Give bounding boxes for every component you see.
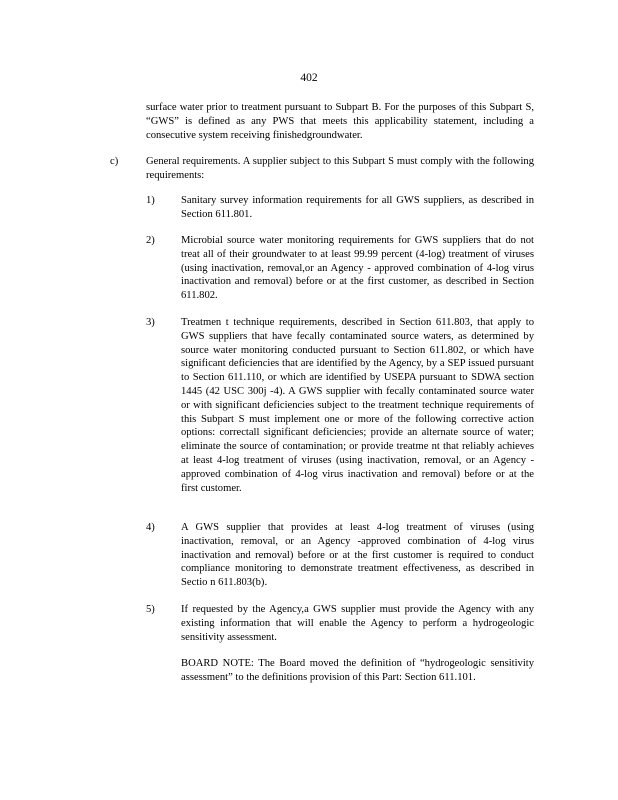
intro-paragraph: surface water prior to treatment pursuant to Subpart B. For the purposes of this Subpart S, “GWS” is defined as any PWS that meets this applicability statement, including a consecutive system receiving finishedgroundwater. xyxy=(146,102,534,141)
board-note: BOARD NOTE: The Board moved the definition of “hydrogeologic sensitivity assessment” to the definitions provision of this Part: Section 611.101. xyxy=(181,658,534,683)
item-3-text: Treatmen t technique requirements, described in Section 611.803, that apply to GWS suppliers that have fecally contaminated source waters, as determined by source water monitoring conducted pursuant to Section 611.802, or which have significant deficiencies that are identified by the Agency, by a SEP issued pursuant to Section 611.110, or which are identified by USEPA pursuant to SDWA section 1445 (42 USC 300j -4). A GWS supplier with fecally contaminated source water or with significant deficiencies subject to the treatment technique requirements of this Subpart S must implement one or more of the following corrective action options: correctall significant deficiencies; provide an alternate source of water; eliminate the source of contamination; or provide treatme nt that reliably achieves at least 4-log treatment of viruses (using inactivation, removal, or an Agency -approved combination of 4-log virus inactivation and removal) before or at the first customer. xyxy=(181,317,534,494)
item-3-number: 3) xyxy=(146,317,155,328)
item-5-number: 5) xyxy=(146,604,155,615)
item-1-number: 1) xyxy=(146,195,155,206)
item-4-number: 4) xyxy=(146,522,155,533)
item-2-number: 2) xyxy=(146,235,155,246)
item-1-text: Sanitary survey information requirements for all GWS suppliers, as described in Section 611.801. xyxy=(181,195,534,220)
item-5-text: If requested by the Agency,a GWS supplier must provide the Agency with any existing information that will enable the Agency to perform a hydrogeologic sensitivity assessment. xyxy=(181,604,534,643)
subsection-c-marker: c) xyxy=(110,156,119,167)
item-2-text: Microbial source water monitoring requirements for GWS suppliers that do not treat all of their groundwater to at least 99.99 percent (4-log) treatment of viruses (using inactivation, removal,or an Agency - approved combination of 4-log virus inactivation and removal) before or at the first customer, as described in Section 611.802. xyxy=(181,235,534,302)
page-number: 402 xyxy=(300,72,318,84)
general-requirements-paragraph: General requirements. A supplier subject to this Subpart S must comply with the following requirements: xyxy=(146,156,534,181)
item-4-text: A GWS supplier that provides at least 4-log treatment of viruses (using inactivation, removal, or an Agency -approved combination of 4-log virus inactivation and removal) before or at the first customer is required to conduct compliance monitoring to demonstrate treatment effectiveness, as described in Sectio n 611.803(b). xyxy=(181,522,534,589)
